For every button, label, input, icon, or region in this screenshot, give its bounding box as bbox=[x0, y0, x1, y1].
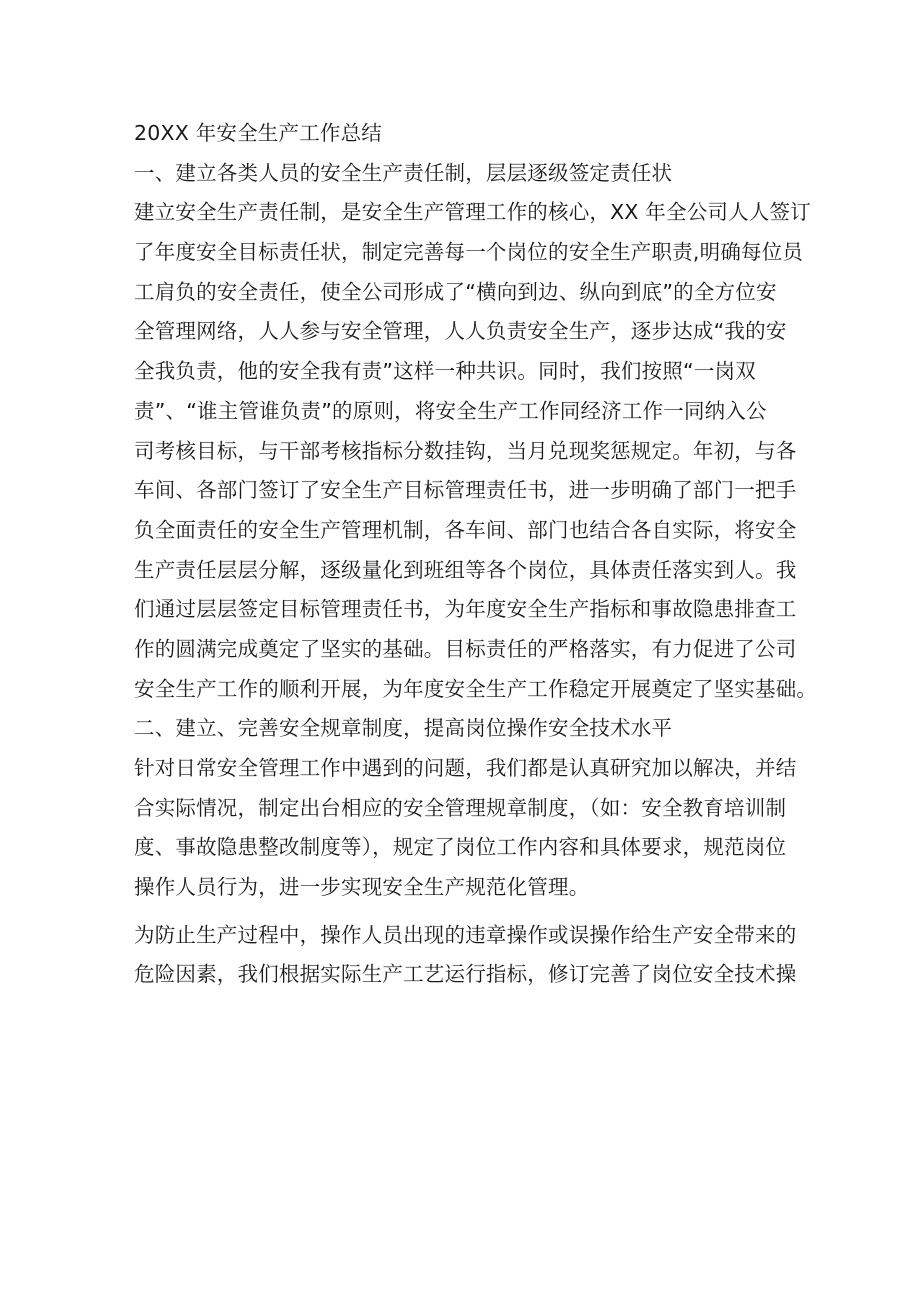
paragraph-line: 负全面责任的安全生产管理机制，各车间、部门也结合各自实际，将安全 bbox=[134, 517, 797, 542]
paragraph-line: 车间、各部门签订了安全生产目标管理责任书，进一步明确了部门一把手 bbox=[134, 478, 797, 503]
paragraph-line: 合实际情况，制定出台相应的安全管理规章制度，（如：安全教育培训制 bbox=[134, 795, 787, 820]
document-body bbox=[134, 114, 818, 995]
document-title: 20XX 年安全生产工作总结 bbox=[134, 121, 382, 145]
paragraph-line: 全管理网络，人人参与安全管理，人人负责安全生产，逐步达成“我的安 bbox=[134, 319, 787, 344]
paragraph-line: 责”、“谁主管谁负责”的原则，将安全生产工作同经济工作一同纳入公 bbox=[134, 398, 767, 423]
paragraph-line: 安全生产工作的顺利开展，为年度安全生产工作稳定开展奠定了坚实基础。 bbox=[134, 676, 818, 701]
paragraph-line: 针对日常安全管理工作中遇到的问题，我们都是认真研究加以解决，并结 bbox=[134, 756, 797, 780]
section-2-paragraph-2 bbox=[134, 916, 800, 995]
section-2-paragraph-1 bbox=[134, 749, 800, 908]
paragraph-line: 危险因素，我们根据实际生产工艺运行指标，修订完善了岗位安全技术操 bbox=[134, 962, 797, 987]
paragraph-line: 建立安全生产责任制，是安全生产管理工作的核心，XX 年全公司人人签订 bbox=[134, 200, 811, 225]
paragraph-spacer bbox=[134, 908, 800, 916]
paragraph-line: 度、事故隐患整改制度等），规定了岗位工作内容和具体要求，规范岗位 bbox=[134, 835, 787, 860]
paragraph-line: 生产责任层层分解，逐级量化到班组等各个岗位，具体责任落实到人。我 bbox=[134, 557, 797, 582]
paragraph-line: 操作人员行为，进一步实现安全生产规范化管理。 bbox=[134, 875, 590, 900]
section-1-paragraph bbox=[134, 193, 818, 709]
section-1-heading: 一、建立各类人员的安全生产责任制，层层逐级签定责任状 bbox=[134, 160, 673, 185]
paragraph-line: 全我负责，他的安全我有责”这样一种共识。同时，我们按照“一岗双 bbox=[134, 359, 756, 384]
paragraph-line: 司考核目标，与干部考核指标分数挂钩，当月兑现奖惩规定。年初，与各 bbox=[134, 438, 797, 463]
paragraph-line: 了年度安全目标责任状，制定完善每一个岗位的安全生产职责,明确每位员 bbox=[134, 240, 804, 265]
section-2-heading: 二、建立、完善安全规章制度，提高岗位操作安全技术水平 bbox=[134, 716, 673, 741]
paragraph-line: 作的圆满完成奠定了坚实的基础。目标责任的严格落实，有力促进了公司 bbox=[134, 636, 797, 661]
paragraph-line: 们通过层层签定目标管理责任书，为年度安全生产指标和事故隐患排查工 bbox=[134, 597, 797, 622]
paragraph-line: 为防止生产过程中，操作人员出现的违章操作或误操作给生产安全带来的 bbox=[134, 922, 797, 947]
paragraph-line: 工肩负的安全责任，使全公司形成了“横向到边、纵向到底”的全方位安 bbox=[134, 279, 777, 304]
